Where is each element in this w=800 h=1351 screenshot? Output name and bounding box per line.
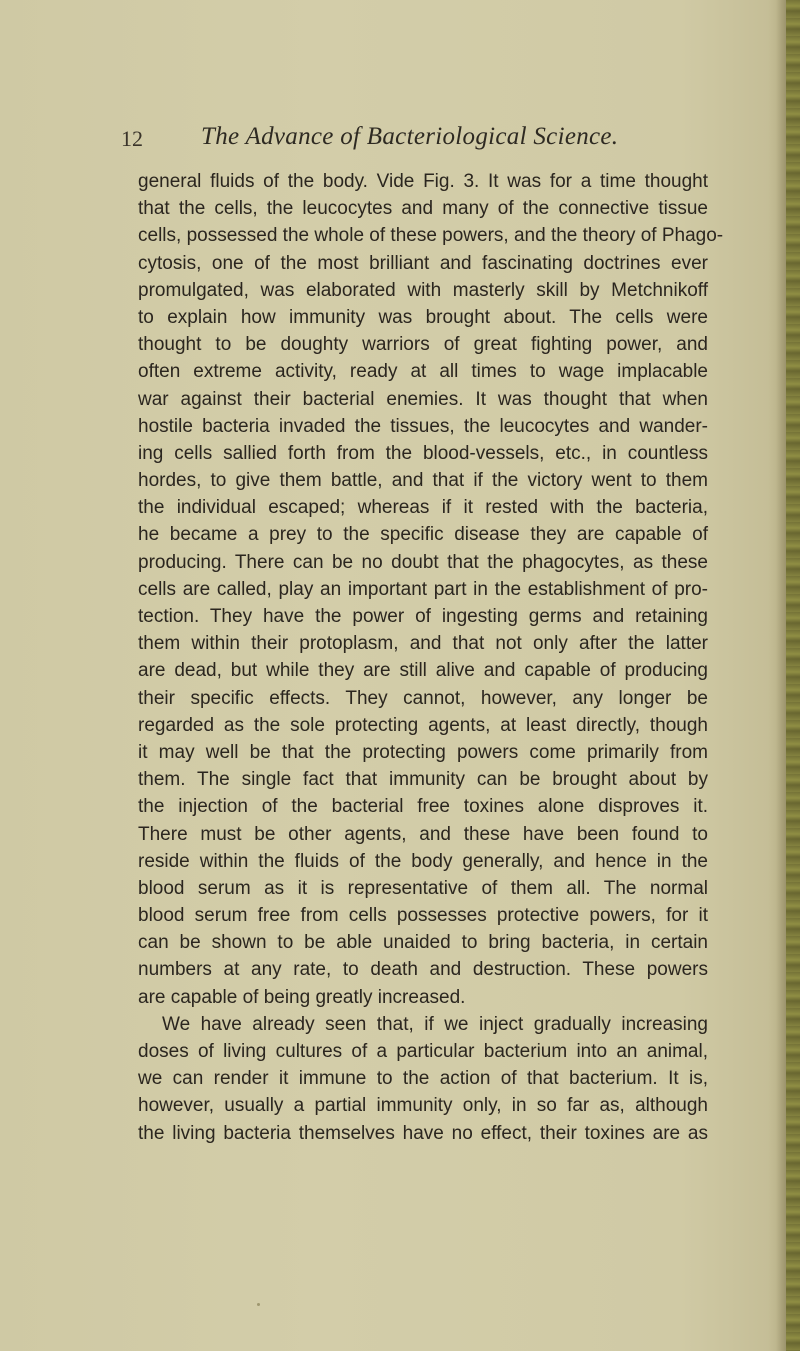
text-line: general fluids of the body. Vide Fig. 3. It was for a time thought — [138, 171, 708, 192]
text-line: thought to be doughty warriors of great fighting power, and — [138, 334, 708, 356]
text-line: their specific effects. They cannot, however, any longer be — [138, 687, 708, 709]
page-header — [0, 120, 800, 160]
text-line: the injection of the bacterial free toxines alone disproves it. — [138, 796, 708, 818]
text-line: blood serum free from cells possesses protective powers, for it — [138, 905, 708, 927]
text-line: hordes, to give them battle, and that if the victory went to them — [138, 470, 708, 492]
text-line: numbers at any rate, to death and destruction. These powers — [138, 959, 708, 981]
paper-speck — [257, 1303, 260, 1306]
text-line: to explain how immunity was brought about. The cells were — [138, 306, 708, 328]
page-number: 12 — [121, 126, 143, 151]
body-text — [138, 168, 724, 1147]
text-line: There must be other agents, and these have been found to — [138, 823, 708, 845]
text-line: cytosis, one of the most brilliant and fascinating doctrines ever — [138, 252, 708, 274]
text-line: the individual escaped; whereas if it rested with the bacteria, — [138, 497, 708, 519]
text-line: that the cells, the leucocytes and many of the connective tissue — [138, 198, 708, 220]
text-line: cells, possessed the whole of these powers, and the theory of Phago- — [138, 225, 724, 247]
text-line: promulgated, was elaborated with masterly skill by Metchnikoff — [138, 279, 708, 301]
text-line: can be shown to be able unaided to bring bacteria, in certain — [138, 932, 708, 954]
text-line: hostile bacteria invaded the tissues, the leucocytes and wander- — [138, 415, 708, 437]
text-line: ing cells sallied forth from the blood-vessels, etc., in countless — [138, 442, 708, 464]
text-line: them within their protoplasm, and that not only after the latter — [138, 633, 708, 655]
text-line: reside within the fluids of the body generally, and hence in the — [138, 850, 708, 872]
text-line: however, usually a partial immunity only, in so far as, although — [138, 1095, 708, 1117]
text-line: producing. There can be no doubt that the phagocytes, as these — [138, 551, 708, 573]
text-line: them. The single fact that immunity can be brought about by — [138, 769, 708, 791]
paragraph-start-line: We have already seen that, if we inject gradually increasing — [162, 1013, 708, 1035]
text-line: it may well be that the protecting powers come primarily from — [138, 741, 708, 763]
book-edge — [786, 0, 800, 1351]
text-line: doses of living cultures of a particular bacterium into an animal, — [138, 1041, 708, 1062]
text-line: we can render it immune to the action of that bacterium. It is, — [138, 1068, 708, 1090]
running-title: The Advance of Bacteriological Science. — [201, 123, 619, 150]
text-line: are dead, but while they are still alive and capable of producing — [138, 660, 708, 682]
text-line: the living bacteria themselves have no effect, their toxines are as — [138, 1122, 708, 1144]
text-line: blood serum as it is representative of them all. The normal — [138, 877, 708, 899]
text-line: war against their bacterial enemies. It was thought that when — [138, 388, 708, 410]
page-edge-shadow — [776, 0, 786, 1351]
paragraph-end-line: are capable of being greatly increased. — [138, 986, 466, 1008]
text-line: tection. They have the power of ingesting germs and retaining — [138, 606, 708, 627]
text-line: cells are called, play an important part in the establishment of pro- — [138, 578, 708, 600]
text-line: regarded as the sole protecting agents, at least directly, though — [138, 714, 708, 736]
text-line: he became a prey to the specific disease they are capable of — [138, 524, 708, 546]
text-line: often extreme activity, ready at all times to wage implacable — [138, 361, 708, 383]
